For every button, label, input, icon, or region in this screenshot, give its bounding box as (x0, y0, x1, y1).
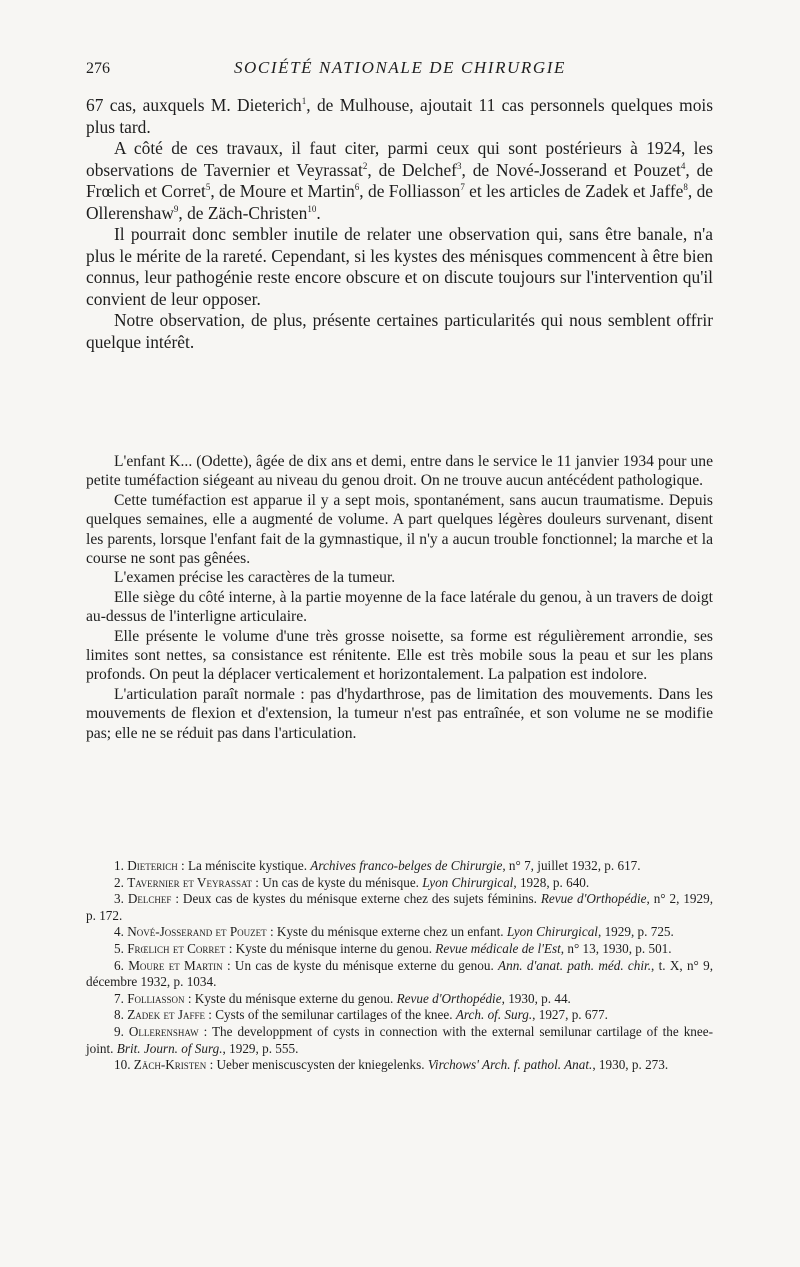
footnote-author: Delchef (127, 891, 172, 907)
observation-paragraph: L'enfant K... (Odette), âgée de dix ans et demi, entre dans le service le 11 janvier 1934 pour une petite tuméfaction siégeant au niveau du genou droit. On ne trouve aucun antécédent pathologique. (86, 453, 713, 490)
journal-title: Lyon Chirurgical (506, 924, 598, 940)
footnote-ref: 5 (205, 182, 211, 193)
intro-section (86, 95, 713, 353)
footnote: 2. Tavernier et Veyrassat : Un cas de kyste du ménisque. Lyon Chirurgical, 1928, p. 640. (114, 874, 590, 890)
running-title: SOCIÉTÉ NATIONALE DE CHIRURGIE (233, 58, 567, 77)
footnote: 7. Folliasson : Kyste du ménisque externe du genou. Revue d'Orthopédie, 1930, p. 44. (114, 990, 571, 1006)
footnote-author: Zadek et Jaffe (127, 1007, 205, 1023)
page-number: 276 (86, 60, 110, 77)
footnote-ref: 6 (354, 182, 360, 193)
intro-paragraph: Notre observation, de plus, présente certaines particularités qui nous semblent offrir quelque intérêt. (86, 310, 713, 352)
footnote-ref: 1 (301, 96, 307, 107)
footnote-author: Folliasson (127, 990, 185, 1006)
journal-title: Brit. Journ. of Surg. (116, 1040, 223, 1056)
footnote-author: Dieterich (127, 858, 178, 873)
footnote-ref: 3 (456, 160, 462, 171)
journal-title: Revue médicale de l'Est (435, 940, 561, 956)
observation-section (86, 452, 713, 743)
footnote-ref: 10 (307, 203, 317, 214)
footnote: 5. Frœlich et Corret : Kyste du ménisque interne du genou. Revue médicale de l'Est, n° 13, 1930, p. 501. (114, 940, 672, 956)
footnote: 6. Moure et Martin : Un cas de kyste du ménisque externe du genou. Ann. d'anat. path. méd. chir., t. X, n° 9, décembre 1932, p. 1034. (86, 957, 714, 990)
intro-paragraph: Il pourrait donc sembler inutile de relater une observation qui, sans être banale, n'a plus le mérite de la rareté. Cependant, si les kystes des ménisques commencent à être bien connus, leur pathogénie reste encore obscure et on discute toujours sur l'intervention qu'il convient de leur opposer. (86, 224, 713, 309)
footnote: 1. Dieterich : La méniscite kystique. Archives franco-belges de Chirurgie, n° 7, juillet 1932, p. 617. (114, 858, 641, 873)
footnote-author: Tavernier et Veyrassat (127, 874, 252, 890)
footnote-author: Ollerenshaw (128, 1023, 199, 1039)
observation-paragraph: Cette tuméfaction est apparue il y a sept mois, spontanément, sans aucun traumatisme. Depuis quelques semaines, elle a augmenté de volume. A part quelques légères douleurs survenant, disent les parents, lorsque l'enfant fait de la gymnastique, il n'y a aucun trouble fonctionnel; la marche et la course ne sont pas gênées. (86, 491, 713, 568)
observation-paragraph: Elle présente le volume d'une très grosse noisette, sa forme est régulièrement arrondie, ses limites sont nettes, sa consistance est rénitente. Elle est très mobile sous la peau et sur les plans profonds. On peut la déplacer verticalement et horizontalement. La palpation est indolore. (86, 627, 713, 684)
intro-paragraph: 67 cas, auxquels M. Dieterich$^1$, de Mulhouse, ajoutait 11 cas personnels quelques mois plus tard. (86, 95, 713, 137)
journal-title: Revue d'Orthopédie (540, 891, 647, 907)
footnote: 3. Delchef : Deux cas de kystes du ménisque externe chez des sujets féminins. Revue d'Orthopédie, n° 2, 1929, p. 172. (86, 891, 714, 923)
footnote: 10. Zäch-Kristen : Ueber meniscuscysten der kniegelenks. Virchows' Arch. f. pathol. Anat., 1930, p. 273. (114, 1057, 669, 1073)
footnote: 8. Zadek et Jaffe : Cysts of the semilunar cartilages of the knee. Arch. of. Surg., 1927, p. 677. (114, 1007, 608, 1023)
footnote-ref: 2 (362, 160, 368, 171)
footnote: 9. Ollerenshaw : The developpment of cysts in connection with the external semilunar cartilage of the knee-joint. Brit. Journ. of Surg., 1929, p. 555. (86, 1023, 713, 1056)
journal-title: Archives franco-belges de Chirurgie (310, 858, 503, 873)
journal-title: Arch. of. Surg. (455, 1007, 533, 1023)
page-header (86, 58, 714, 82)
observation-paragraph: L'articulation paraît normale : pas d'hydarthrose, pas de limitation des mouvements. Dans les mouvements de flexion et d'extension, la tumeur n'est pas entraînée, et son volume ne se modifie pas; elle ne se réduit pas dans l'articulation. (86, 685, 713, 742)
footnote-ref: 7 (460, 182, 465, 193)
footnote-ref: 9 (173, 203, 179, 214)
journal-title: Lyon Chirurgical (422, 874, 514, 890)
journal-title: Revue d'Orthopédie (396, 990, 502, 1006)
observation-paragraph: Elle siège du côté interne, à la partie moyenne de la face latérale du genou, à un travers de doigt au-dessus de l'interligne articulaire. (86, 588, 713, 626)
footnote: 4. Nové-Josserand et Pouzet : Kyste du ménisque externe chez un enfant. Lyon Chirurgical, 1929, p. 725. (114, 924, 674, 940)
journal-title: Virchows' Arch. f. pathol. Anat. (427, 1057, 593, 1073)
intro-paragraph: A côté de ces travaux, il faut citer, parmi ceux qui sont postérieurs à 1924, les observations de Tavernier et Veyrassat$^2$, de Delchef$^3$, de Nové-Josserand et Pouzet$^4$, de Frœlich et Corret$^5$, de Moure et Martin$^6$, de Folliasson$^7$ et les articles de Zadek et Jaffe$^8$, de Ollerenshaw$^9$, de Zäch-Christen$^{10}$. (86, 138, 713, 223)
footnote-ref: 8 (683, 182, 688, 193)
footnote-ref: 4 (680, 160, 686, 171)
footnote-author: Nové-Josserand et Pouzet (127, 924, 267, 940)
footnotes (86, 858, 713, 1074)
footnote-author: Frœlich et Corret (127, 940, 226, 956)
footnote-author: Zäch-Kristen (133, 1057, 207, 1073)
footnote-author: Moure et Martin (128, 957, 223, 973)
journal-title: Ann. d'anat. path. méd. chir. (498, 957, 651, 973)
observation-paragraph: L'examen précise les caractères de la tumeur. (114, 569, 396, 587)
